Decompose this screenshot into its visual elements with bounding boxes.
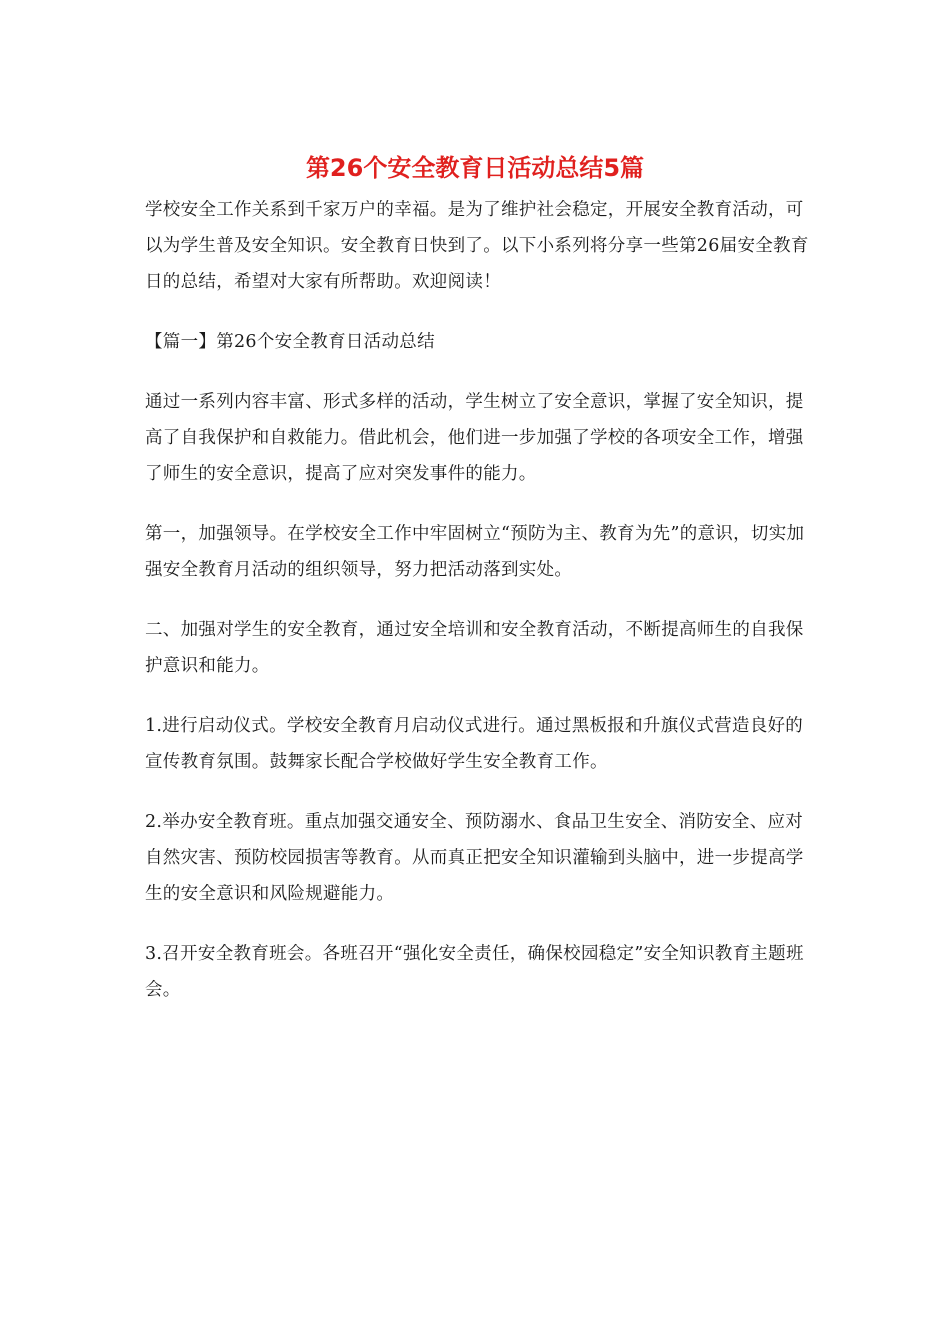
list-item-paragraph: 1.进行启动仪式。学校安全教育月启动仪式进行。通过黑板报和升旗仪式营造良好的宣传教育氛围。鼓舞家长配合学校做好学生安全教育工作。 (145, 716, 804, 772)
body-paragraph: 第一，加强领导。在学校安全工作中牢固树立“预防为主、教育为先”的意识，切实加强安全教育月活动的组织领导，努力把活动落到实处。 (145, 524, 805, 580)
intro-paragraph: 学校安全工作关系到千家万户的幸福。是为了维护社会稳定，开展安全教育活动，可以为学生普及安全知识。安全教育日快到了。以下小系列将分享一些第26届安全教育日的总结，希望对大家有所帮助。欢迎阅读！ (145, 200, 809, 292)
document-body (145, 192, 813, 1032)
document-title: 第26个安全教育日活动总结5篇 (305, 154, 645, 182)
section-heading: 【篇一】第26个安全教育日活动总结 (145, 332, 435, 352)
body-paragraph: 二、加强对学生的安全教育，通过安全培训和安全教育活动，不断提高师生的自我保护意识和能力。 (145, 620, 804, 676)
list-item-paragraph: 2.举办安全教育班。重点加强交通安全、预防溺水、食品卫生安全、消防安全、应对自然灾害、预防校园损害等教育。从而真正把安全知识灌输到头脑中，进一步提高学生的安全意识和风险规避能力。 (145, 812, 804, 904)
list-item-paragraph: 3.召开安全教育班会。各班召开“强化安全责任，确保校园稳定”安全知识教育主题班会。 (145, 944, 804, 1000)
body-paragraph: 通过一系列内容丰富、形式多样的活动，学生树立了安全意识，掌握了安全知识，提高了自我保护和自救能力。借此机会，他们进一步加强了学校的各项安全工作，增强了师生的安全意识，提高了应对突发事件的能力。 (145, 392, 804, 484)
